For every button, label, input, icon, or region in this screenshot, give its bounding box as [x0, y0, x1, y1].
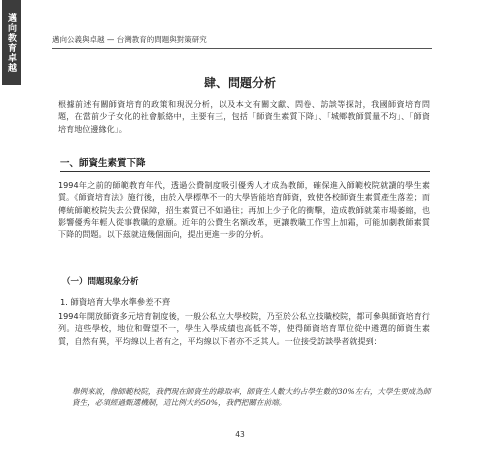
running-header: 邁向公義與卓越 — 台灣教育的問題與對策研究 [52, 34, 432, 49]
section-heading-1: 一、師資生素質下降 [60, 155, 430, 172]
subsection-heading: （一）問題現象分析 [62, 277, 139, 287]
page-number: 43 [235, 430, 245, 439]
list-item-1: 1. 師資培育大學水準參差不齊 [60, 297, 171, 307]
section1-paragraph: 1994年之前的師範教育年代，透過公費制度吸引優秀人才成為教師，確保進入師範校院就讀的學生素質。《師資培育法》施行後，由於入學標準不一的大學皆能培育師資，致使各校師資生素質產生落差；而傳統師範校院失去公費保障，招生素質已不如過往；再加上少子化的衝擊，造成教師就業市場萎縮，也影響優秀年輕人從事教職的意願。近年的公費生名額改革，更讓教職工作雪上加霜，可能加劇教師素質下降的問題。以下茲就這幾個面向，提出更進一步的分析。 [58, 180, 430, 240]
chapter-title: 肆、問題分析 [203, 76, 276, 90]
chapter-side-tab [2, 0, 21, 85]
chapter-side-tab-label: 邁向教育卓越 [6, 12, 16, 73]
intro-paragraph: 根據前述有關師資培育的政策和現況分析，以及本文有關文獻、問卷、訪談等探討，我國師資培育問題，在當前少子女化的社會脈絡中，主要有三，包括「師資生素質下降」、「城鄉教師質量不均」、「師資培育地位邊緣化」。 [58, 99, 430, 134]
item1-paragraph: 1994年開放師資多元培育制度後，一般公私立大學校院，乃至於公私立技職校院，都可參與師資培育行列。這些學校，地位和聲望不一，學生入學成績也高低不等，使得師資培育單位從中遴選的師資生素質，自然有異，平均線以上者有之，平均線以下者亦不乏其人。一位接受訪談學者就提到： [58, 311, 430, 346]
interview-quote: 舉例來說，像師範校院，我們現在師資生的錄取率，師資生人數大約占學生數的30%左右，大學生要成為師資生，必須經過甄選機制，這比例大約50%，我們把關在前端。 [72, 387, 431, 407]
